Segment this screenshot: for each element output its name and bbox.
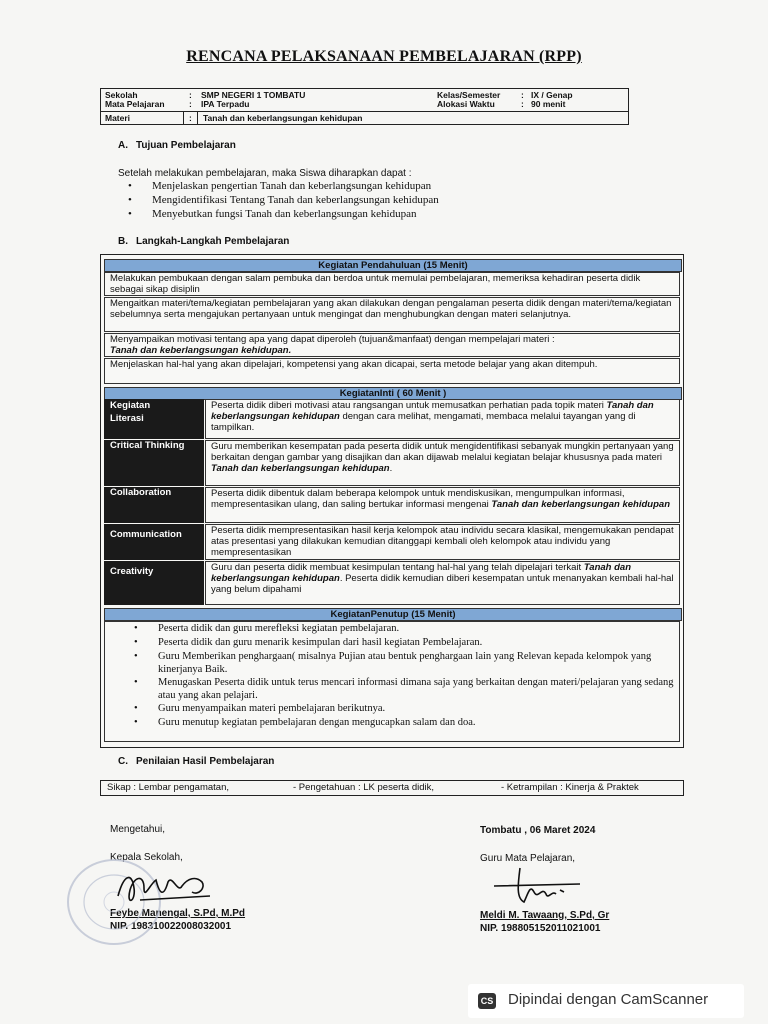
materi-value: Tanah dan keberlangsungan kehidupan <box>203 113 363 123</box>
place-date: Tombatu , 06 Maret 2024 <box>480 825 596 836</box>
inti-label-creativity <box>104 561 204 605</box>
inti-label-text: Critical Thinking <box>110 440 185 451</box>
sekolah-colon: : <box>189 90 192 100</box>
alokasi-colon: : <box>521 99 524 109</box>
right-role: Guru Mata Pelajaran, <box>480 853 576 864</box>
left-signer-name: Feybe Manengal, S.Pd, M.Pd <box>110 908 246 919</box>
bullet-icon: • <box>134 703 138 714</box>
inti-row-creativity <box>205 561 680 605</box>
list-item <box>128 194 439 206</box>
bullet-icon: • <box>134 717 138 728</box>
inti-text: Guru memberikan kesempatan pada peserta didik untuk mengidentifikasi sebanyak mungkin pertanyaan yang berkaitan dengan gambar yang disajikan dan akan dijawab melalui kegiatan belajar khususnya pada materi <box>211 441 674 463</box>
inti-emphasis: Tanah dan keberlangsungan kehidupan <box>211 463 390 474</box>
kelas-colon: : <box>521 90 524 100</box>
inti-label-communication <box>104 524 204 560</box>
materi-divider <box>183 112 184 124</box>
materi-row <box>100 111 629 125</box>
inti-emphasis: Tanah dan keberlangsungan kehidupan <box>211 562 631 584</box>
inti-row-communication <box>205 524 680 560</box>
section-a-heading <box>118 140 236 151</box>
bullet-icon: • <box>134 651 138 662</box>
inti-row-critical-thinking <box>205 440 680 486</box>
inti-text: Peserta didik mempresentasikan hasil kerja kelompok atau individu secara klasikal, mengemukakan pendapat atas presentasi yang dilakukan kemudian ditanggapi kembali oleh kelompok atau individu yang mempresentasikan <box>211 525 674 558</box>
tujuan-intro: Setelah melakukan pembelajaran, maka Siswa diharapkan dapat : <box>118 168 412 179</box>
left-signature-icon <box>110 866 220 910</box>
kelas-value: IX / Genap <box>531 90 573 100</box>
assessment-sikap: Sikap : Lembar pengamatan, <box>107 782 229 793</box>
inti-text-post: . <box>389 463 393 474</box>
pendahuluan-row: Mengaitkan materi/tema/kegiatan pembelajaran yang akan dilakukan dengan pengalaman peserta didik dengan materi/tema/kegiatan sebelumnya serta mengajukan pertanyaan untuk mengingat dan menghubungkan dengan materi selanjutnya. <box>104 297 680 332</box>
camscanner-text: Dipindai dengan CamScanner <box>508 991 709 1008</box>
document-title: RENCANA PELAKSANAAN PEMBELAJARAN (RPP) <box>186 48 582 65</box>
pendahuluan-heading: Kegiatan Pendahuluan (15 Menit) <box>104 259 682 272</box>
inti-text-post: dengan cara melihat, mengamati, membaca melalui tayangan yang di tampilkan. <box>211 411 636 433</box>
inti-row-collaboration <box>205 487 680 523</box>
inti-label-text: Creativity <box>110 566 154 577</box>
materi-divider-2 <box>197 112 198 124</box>
inti-label-text: Collaboration <box>110 487 172 498</box>
camscanner-logo-icon: CS <box>478 993 496 1009</box>
materi-colon: : <box>189 113 192 123</box>
inti-emphasis: Tanah dan keberlangsungan kehidupan <box>491 499 670 510</box>
left-signer-nip: NIP. 198310022008032001 <box>110 921 232 932</box>
right-signer-nip: NIP. 198805152011021001 <box>480 923 601 934</box>
bullet-icon: • <box>128 194 132 206</box>
penutup-item: Guru menyampaikan materi pembelajaran berikutnya. <box>158 703 386 714</box>
penutup-heading: KegiatanPenutup (15 Menit) <box>104 608 682 621</box>
section-b-heading <box>118 236 289 247</box>
camscanner-badge <box>468 984 744 1018</box>
assessment-pengetahuan: - Pengetahuan : LK peserta didik, <box>293 782 435 793</box>
mapel-colon: : <box>189 99 192 109</box>
mapel-value: IPA Terpadu <box>201 99 250 109</box>
pendahuluan-row-emphasis: Tanah dan keberlangsungan kehidupan. <box>110 345 292 356</box>
list-item <box>128 180 431 192</box>
tujuan-item: Menyebutkan fungsi Tanah dan keberlangsungan kehidupan <box>152 208 417 220</box>
pendahuluan-row: Menjelaskan hal-hal yang akan dipelajari, kompetensi yang akan dicapai, serta metode belajar yang akan ditempuh. <box>104 358 680 384</box>
penutup-item: Menugaskan Peserta didik untuk terus mencari informasi dimana saja yang berkaitan dengan materi/pelajaran yang sedang atau yang akan pelajari. <box>158 677 674 701</box>
alokasi-value: 90 menit <box>531 99 566 109</box>
inti-label-text: Communication <box>110 529 182 540</box>
section-a-number: A. <box>118 140 128 151</box>
inti-text: Peserta didik dibentuk dalam beberapa kelompok untuk mendiskusikan, mengumpulkan informasi, mempresentasikan ulang, dan saling bertukar informasi mengenai <box>211 488 625 510</box>
sekolah-label: Sekolah <box>105 90 138 100</box>
assessment-row <box>100 780 684 796</box>
section-c-heading <box>118 756 274 767</box>
left-role: Kepala Sekolah, <box>110 852 183 863</box>
section-b-number: B. <box>118 236 128 247</box>
inti-heading: KegiatanInti ( 60 Menit ) <box>104 387 682 400</box>
inti-label-critical-thinking <box>104 440 204 486</box>
inti-emphasis: Tanah dan keberlangsungan kehidupan <box>211 400 654 422</box>
tujuan-item: Menjelaskan pengertian Tanah dan keberlangsungan kehidupan <box>152 180 432 192</box>
bullet-icon: • <box>134 623 138 634</box>
bullet-icon: • <box>134 677 138 688</box>
list-item <box>128 208 416 220</box>
inti-text-post: . Peserta didik kemudian diberi kesempatan untuk menanyakan kembali hal-hal yang belum dipahami <box>211 573 674 595</box>
bullet-icon: • <box>128 208 132 220</box>
pendahuluan-row-text: Menyampaikan motivasi tentang apa yang dapat diperoleh (tujuan&manfaat) dengan mempelajari materi : <box>110 334 555 345</box>
assessment-keterampilan: - Ketrampilan : Kinerja & Praktek <box>501 782 639 793</box>
inti-text: Guru dan peserta didik membuat kesimpulan tentang hal-hal yang telah dipelajari terkait <box>211 562 584 573</box>
right-signer-name: Meldi M. Tawaang, S.Pd, Gr <box>480 910 610 921</box>
identity-table <box>100 88 629 112</box>
tujuan-item: Mengidentifikasi Tentang Tanah dan keberlangsungan kehidupan <box>152 194 439 206</box>
section-c-title: Penilaian Hasil Pembelajaran <box>136 756 275 767</box>
inti-label-collaboration <box>104 487 204 523</box>
materi-label: Materi <box>105 113 131 123</box>
mengetahui-label: Mengetahui, <box>110 824 166 835</box>
inti-label-literasi <box>104 399 204 439</box>
penutup-item: Guru menutup kegiatan pembelajaran dengan mengucapkan salam dan doa. <box>158 717 476 728</box>
section-b-title: Langkah-Langkah Pembelajaran <box>136 236 290 247</box>
penutup-item: Peserta didik dan guru merefleksi kegiatan pembelajaran. <box>158 623 400 634</box>
pendahuluan-row <box>104 333 680 357</box>
sekolah-value: SMP NEGERI 1 TOMBATU <box>201 90 306 100</box>
right-signature-icon <box>490 864 590 908</box>
penutup-item: Peserta didik dan guru menarik kesimpulan dari hasil kegiatan Pembelajaran. <box>158 637 483 648</box>
bullet-icon: • <box>128 180 132 192</box>
inti-text: Peserta didik diberi motivasi atau rangsangan untuk memusatkan perhatian pada topik materi <box>211 400 607 411</box>
kelas-label: Kelas/Semester <box>437 90 501 100</box>
inti-row-literasi <box>205 399 680 439</box>
section-a-title: Tujuan Pembelajaran <box>136 140 236 151</box>
pendahuluan-row: Melakukan pembukaan dengan salam pembuka dan berdoa untuk memulai pembelajaran, memeriksa kehadiran peserta didik sebagai sikap disiplin <box>104 272 680 296</box>
section-c-number: C. <box>118 756 128 767</box>
alokasi-label: Alokasi Waktu <box>437 99 495 109</box>
inti-label-text: Kegiatan Literasi <box>110 400 151 424</box>
penutup-item: Guru Memberikan penghargaan( misalnya Pujian atau bentuk penghargaan lain yang Relevan kepada kelompok yang kinerjanya Baik. <box>158 651 652 675</box>
bullet-icon: • <box>134 637 138 648</box>
mapel-label: Mata Pelajaran <box>105 99 165 109</box>
